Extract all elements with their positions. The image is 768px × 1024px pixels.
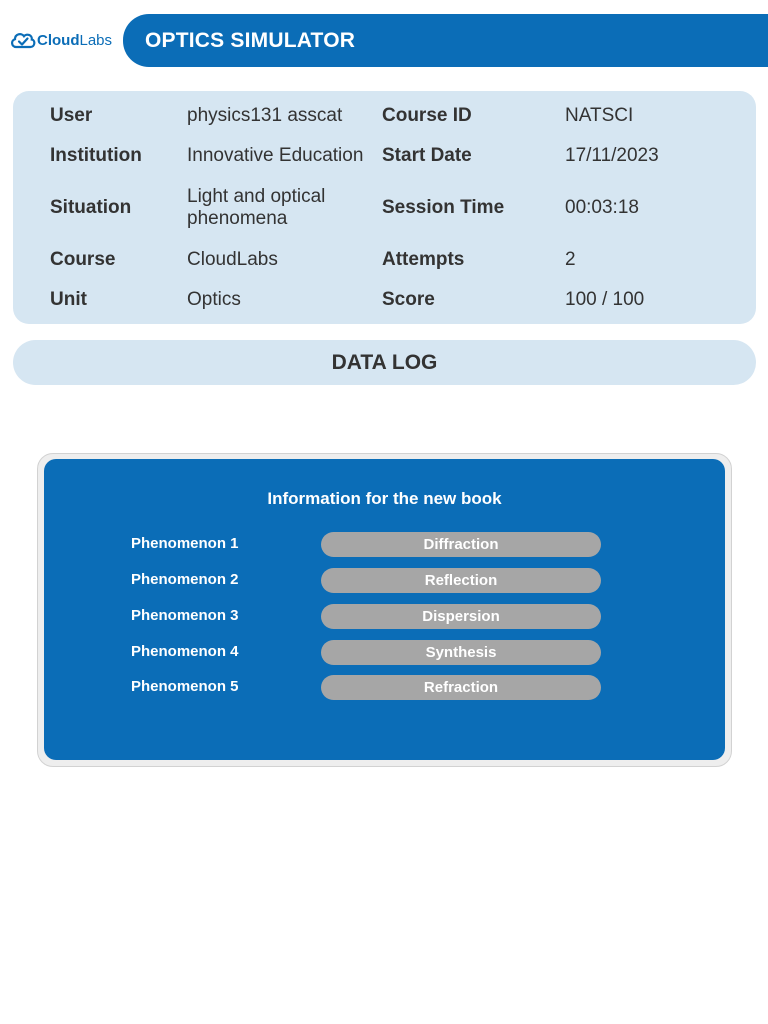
phenomenon-row-3	[44, 604, 725, 629]
start-date-label: Start Date	[382, 145, 472, 166]
book-info-panel	[44, 459, 725, 760]
phenomenon-label-2: Phenomenon 2	[131, 571, 239, 588]
phenomenon-value-3: Dispersion	[321, 604, 601, 629]
phenomenon-value-1: Diffraction	[321, 532, 601, 557]
phenomenon-value-2: Reflection	[321, 568, 601, 593]
phenomenon-label-4: Phenomenon 4	[131, 643, 239, 660]
session-time-value: 00:03:18	[565, 197, 639, 218]
situation-label: Situation	[50, 197, 132, 218]
logo-text-light: Labs	[79, 31, 113, 49]
session-info-card	[13, 91, 756, 324]
user-value: physics131 asscat	[187, 105, 343, 126]
data-log-header	[13, 340, 756, 385]
phenomenon-label-3: Phenomenon 3	[131, 607, 239, 624]
course-label: Course	[50, 249, 116, 270]
institution-label: Institution	[50, 145, 142, 166]
course-id-value: NATSCI	[565, 105, 634, 126]
book-info-title: Information for the new book	[267, 489, 502, 508]
phenomenon-label-5: Phenomenon 5	[131, 678, 239, 695]
phenomenon-row-1	[44, 532, 725, 557]
book-info-frame	[37, 453, 732, 767]
cloudlabs-logo-icon	[10, 29, 36, 51]
phenomenon-label-1: Phenomenon 1	[131, 535, 239, 552]
session-time-label: Session Time	[382, 197, 505, 218]
page-title: OPTICS SIMULATOR	[145, 28, 356, 52]
attempts-value: 2	[565, 249, 576, 270]
course-id-label: Course ID	[382, 105, 472, 126]
attempts-label: Attempts	[382, 249, 465, 270]
phenomenon-row-5	[44, 675, 725, 700]
phenomenon-row-2	[44, 568, 725, 593]
phenomenon-value-4: Synthesis	[321, 640, 601, 665]
user-label: User	[50, 105, 93, 126]
unit-value: Optics	[187, 289, 241, 310]
logo-text-bold: Cloud	[37, 31, 80, 49]
score-label: Score	[382, 289, 435, 310]
course-value: CloudLabs	[187, 249, 278, 270]
situation-value-line2: phenomena	[187, 208, 288, 229]
unit-label: Unit	[50, 289, 87, 310]
phenomenon-value-5: Refraction	[321, 675, 601, 700]
cloudlabs-logo	[10, 27, 112, 53]
situation-value-line1: Light and optical	[187, 186, 326, 207]
phenomenon-row-4	[44, 640, 725, 665]
title-bar	[123, 14, 768, 67]
score-value: 100 / 100	[565, 289, 645, 310]
data-log-title: DATA LOG	[331, 350, 438, 374]
institution-value: Innovative Education	[187, 145, 364, 166]
start-date-value: 17/11/2023	[565, 145, 659, 166]
